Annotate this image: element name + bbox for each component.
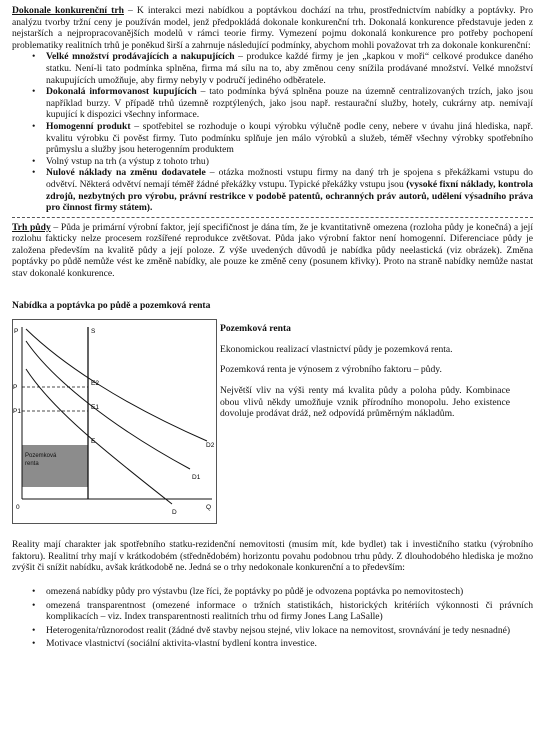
rent-box-label-2: renta <box>25 461 39 468</box>
label-e2: E2 <box>91 380 99 388</box>
list-item: • Motivace vlastnictví (sociální aktivita-vlastní bydlení kontra investice. <box>12 638 533 650</box>
axis-label-p: P <box>14 328 19 336</box>
perfect-competition-paragraph <box>12 5 533 51</box>
label-e1: E1 <box>91 404 99 412</box>
diagram-frame <box>13 320 217 524</box>
label-p2: P <box>13 384 18 392</box>
imperfect-competition-list <box>12 586 533 650</box>
figure-heading: Nabídka a poptávka po půdě a pozemková renta <box>12 299 211 311</box>
list-item: • Dokonalá informovanost kupujících – tato podmínka bývá splněna pouze na územně centralizovaných trzích, jako jsou například burzy. V případě trhů územně rozptýlených, jako jsou např. restaurační služby, hotely, cukrárny atp. nemívají kupující k dispozici všechny informace. <box>12 86 533 121</box>
axis-label-q: Q <box>206 504 212 512</box>
section-divider <box>12 217 533 218</box>
term-land-market: Trh půdy <box>12 221 51 233</box>
term-perfect-competition: Dokonale konkurenční trh <box>12 5 124 16</box>
list-item: • Heterogenita/různorodost realit (žádné dvě stavby nejsou stejné, vliv lokace na nemovitost, srovnávání je tedy nesnadné) <box>12 625 533 637</box>
list-item: • omezená nabídky půdy pro výstavbu (lze říci, že poptávky po půdě je odvozena poptávka po nemovitostech) <box>12 586 533 598</box>
label-d: D <box>172 509 177 517</box>
rent-paragraph-2: Pozemková renta je výnosem z výrobního faktoru – půdy. <box>220 364 442 376</box>
label-d2: D2 <box>206 442 215 450</box>
land-market-text: – Půda je primární výrobní faktor, její specifičnost je dána tím, že je kvantitativně omezena (rozloha půdy je konečná) a její rozlohu fakticky nelze procesem rozšířené reprodukce zvětšovat. Půda jako výrobní faktor není homogenní. Diferenciace půdy je založena především na kvalitě půdy a její poloze. Z výše uvedených důvodů je nabídka půdy neelastická (viz obrázek). Změna poptávky po půdě nemůže vést ke změně nabídky, ale pouze ke změně ceny (posunem křivky). Proto na straně nabídky nemůže nastat stav dokonalé konkurence. <box>12 221 533 280</box>
land-market-paragraph <box>12 222 533 280</box>
label-s: S <box>91 328 96 336</box>
list-item: • omezená transparentnost (omezené informace o tržních statistikách, historických kritériích výkonnosti či právních komplikacích – viz. Index transparentnosti realitních trhu od firmy Jones Lang LaSalle) <box>12 600 533 623</box>
rent-title: Pozemková renta <box>220 323 291 335</box>
label-d1: D1 <box>192 474 201 482</box>
list-item: • Velké množství prodávajících a nakupujících – produkce každé firmy je jen „kapkou v moři“ celkové produkce daného statku. Není-li tato podmínka splněna, firma má sílu na to, aby změnou ceny snížila prodávané množství. Velké množství nakupujících umožňuje, aby firmy nebyly v područí jediného odběratele. <box>12 51 533 86</box>
list-item: • Nulové náklady na změnu dodavatele – otázka možnosti vstupu firmy na daný trh je spojena s překážkami vstupu do odvětví. Některá odvětví nemají téměř žádné překážky vstupu. Typické překážky vstupu jsou (vysoké fixní náklady, kontrola zdrojů, nezbytných pro výrobu, právní restrikce v podobě patentů, ochranných práv autorů, udělení výsadního práva pro činnost firmy státem). <box>12 167 533 213</box>
label-e: E <box>91 438 96 446</box>
perfect-competition-intro: – K interakci mezi nabídkou a poptávkou dochází na trhu, prostřednictvím nabídky a poptávky. Pro analýzu tvorby tržní ceny je používán model, jenž předpokládá dokonale konkurenční trh. Dokonalá konkurence představuje jeden z nejstarších a nejpropracovanějších modelů v rámci teorie firmy. Vymezení pojmu dokonalá konkurence pro potřeby pochopení problematiky realitních trhů je poněkud širší a zahrnuje následující podmínky, abychom mohli považovat trh za dokonale konkurenční: <box>12 5 533 51</box>
real-estate-paragraph: Reality mají charakter jak spotřebního statku-rezidenční nemovitosti (musím mít, kde bydlet) tak i investičního statku (výrobního faktoru). Realitní trhy mají v krátkodobém (střednědobém) horizontu povahu podobnou trhu půdy. Z dlouhodobého hlediska je možno zvýšit či snížit nabídku, avšak krátkodobě ne. Jedná se o trhy nedokonale konkurenční a to především: <box>12 539 533 574</box>
list-item: • Homogenní produkt – spotřebitel se rozhoduje o koupi výrobku výlučně podle ceny, nebere v úvahu jiná hlediska, např. kvalitu výrobku či pověst firmy. Tuto podmínku splňuje jen málo výrobků a služeb, téměř všechny výrobky spotřebního průmyslu a služby jsou heterogenním produktem <box>12 121 533 156</box>
document-page <box>12 5 533 652</box>
conditions-list <box>12 51 533 213</box>
rent-paragraph-1: Ekonomickou realizací vlastnictví půdy je pozemková renta. <box>220 343 453 355</box>
origin-label: 0 <box>16 504 20 512</box>
rent-box-label-1: Pozemková <box>25 453 57 460</box>
land-rent-text <box>220 323 510 429</box>
figure-row <box>12 319 533 531</box>
label-p1: P1 <box>13 408 21 416</box>
land-supply-demand-diagram <box>12 319 217 524</box>
rent-paragraph-3: Největší vliv na výši renty má kvalita půdy a poloha půdy. Kombinace obou vlivů někdy umožňuje vznik přírodního monopolu. Jeho existence dovoluje prodávat dráž, než odpovídá průměrným nákladům. <box>220 385 510 420</box>
list-item: • Volný vstup na trh (a výstup z tohoto trhu) <box>12 156 533 168</box>
